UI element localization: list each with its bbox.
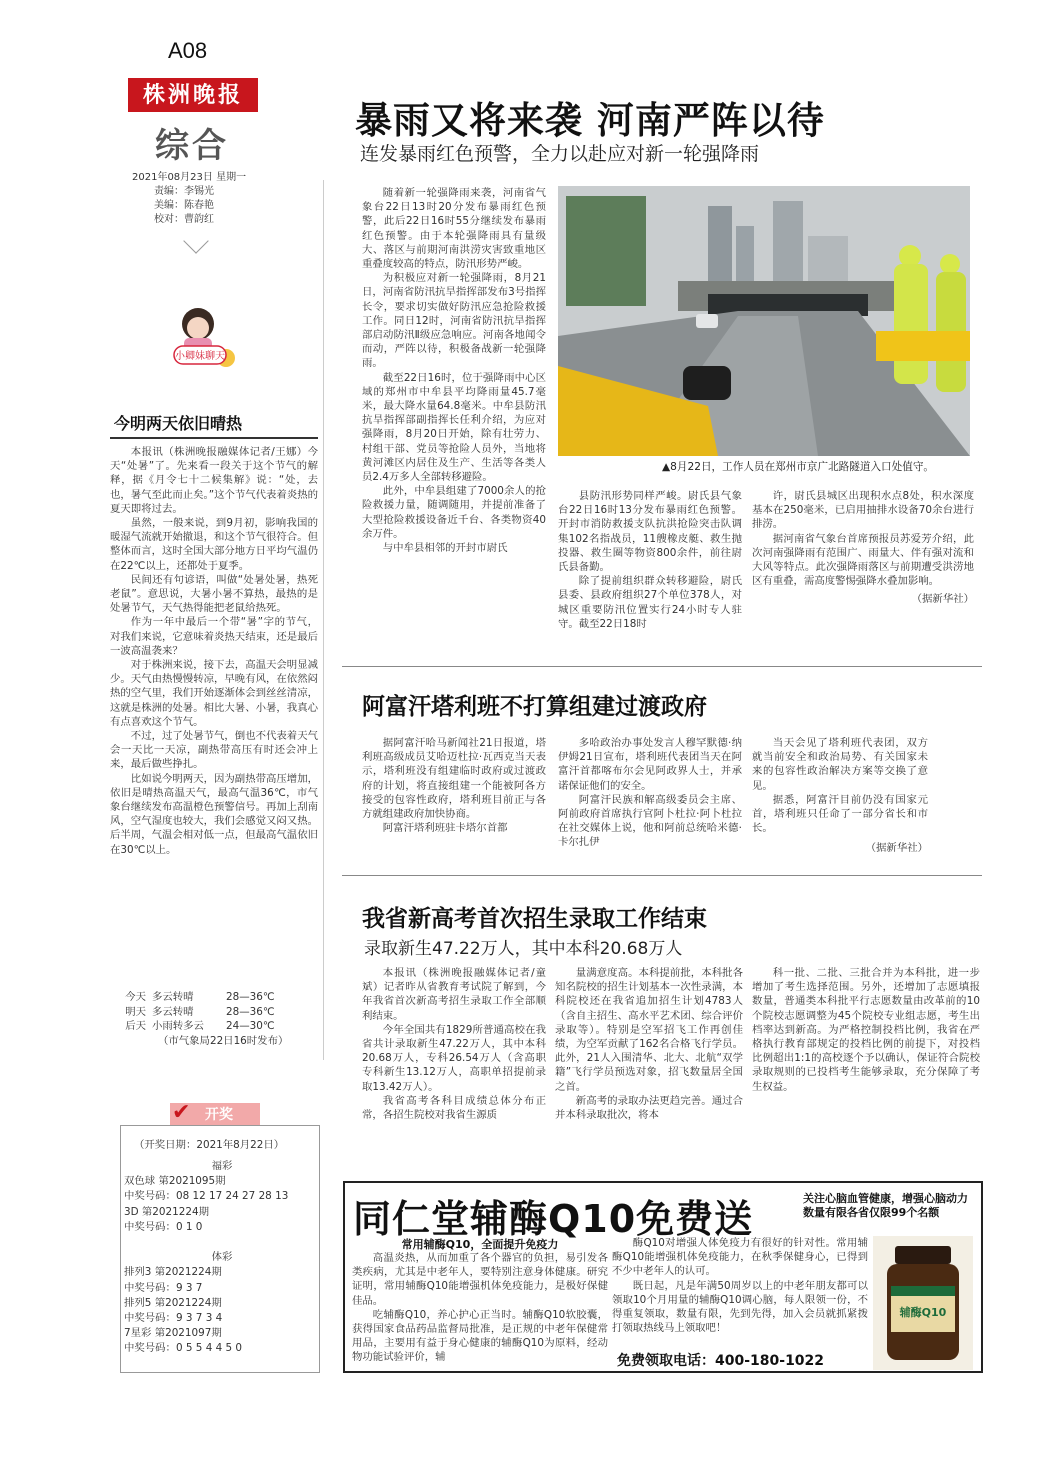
article-paragraph: 本报讯（株洲晚报融媒体记者/王娜）今天“处暑”了。先来看一段关于这个节气的解释，据《月令七十二候集解》说：“处，去也，暑气至此而止矣。”这个节气代表着炎热的夏天即将过去。	[110, 446, 318, 515]
article-column	[752, 489, 974, 607]
article-paragraph: 县防汛形势同样严峻。尉氏县气象台22日16时13分发布暴雨红色预警。开封市消防救援支队抗洪抢险突击队调集102名指战员，11艘橡皮艇、救生抛投器、救生圈等物资800余件，前往尉氏县备勤。	[558, 490, 742, 574]
divider	[110, 437, 318, 439]
article-paragraph: 许，尉氏县城区出现积水点8处，积水深度基本在250毫米，已启用抽排水设备70余台进行排涝。	[752, 490, 974, 531]
lottery-line: 福彩	[211, 1160, 233, 1172]
article-paragraph: 本报讯（株洲晚报融媒体记者/童斌）记者昨从省教育考试院了解到，今年我省首次新高考招生录取工作全部顺利结束。	[362, 967, 546, 1022]
checkmark-icon: ✔	[172, 1100, 191, 1125]
article-paragraph: 虽然，一般来说，到9月初，影响我国的暖湿气流就开始撤退，和这个节气很符合。但整体而言，这时全国大部分地方日平均气温仍在22℃以上，还都处于夏季。	[110, 517, 318, 572]
news-photo	[558, 186, 970, 456]
article-paragraph: 阿富汗民族和解高级委员会主席、阿前政府首席执行官阿卜杜拉·阿卜杜拉在社交媒体上说，他和阿前总统哈米德·卡尔扎伊	[558, 793, 742, 849]
article-column	[555, 966, 743, 1122]
lottery-date: （开奖日期：2021年8月22日）	[134, 1139, 285, 1151]
article-source: （据新华社）	[865, 842, 928, 855]
article-paragraph: 高温炎热，从而加重了各个器官的负担，易引发各类疾病，尤其是中老年人，要特别注意身体健康。研究证明，常用辅酶Q10能增强机体免疫能力，是极好保健佳品。	[352, 1252, 608, 1307]
article-paragraph: 阿富汗塔利班驻卡塔尔首都	[382, 822, 508, 835]
lottery-line: 排列5 第2021224期	[124, 1296, 222, 1309]
issue-date: 2021年08月23日 星期一	[132, 172, 247, 183]
ad-title: 同仁堂辅酶Q10免费送	[353, 1197, 754, 1241]
article-paragraph: 既日起，凡是年满50周岁以上的中老年朋友都可以领取10个月用量的辅酶Q10调心脑，每人限领一份，不得重复领取，数量有限，先到先得，加入会员就抓紧拨打领取热线马上领取吧！	[612, 1279, 868, 1335]
editor-credit: 责编：李锡光	[154, 186, 214, 197]
lottery-line: 排列3 第2021224期	[124, 1266, 222, 1279]
product-bottle-image	[873, 1236, 973, 1370]
article-paragraph: 酶Q10对增强人体免疫力有很好的针对性。常用辅酶Q10能增强机体免疫能力，在秋季保健身心，已得到不少中老年人的认可。	[612, 1237, 868, 1278]
article-subheadline: 连发暴雨红色预警，全力以赴应对新一轮强降雨	[360, 143, 760, 165]
article-column	[362, 186, 546, 555]
forecast-day: 后天	[125, 1020, 146, 1032]
ad-side-note: 关注心脑血管健康，增强心脑动力 数量有限各省仅限99个名额	[803, 1192, 968, 1219]
forecast-source: （市气象局22日16时发布）	[158, 1034, 289, 1047]
forecast-weather: 多云转晴	[152, 1005, 194, 1018]
forecast-row	[110, 1005, 318, 1020]
article-column	[558, 736, 742, 850]
article-paragraph: 今年全国共有1829所普通高校在我省共计录取新生47.22万人，其中本科20.68万人，专科26.54万人（含高职专科新生13.12万人，高职单招提前录取13.42万人）。	[362, 1023, 546, 1093]
forecast-weather: 小雨转多云	[152, 1020, 204, 1032]
ad-phone: 免费领取电话：400-180-1022	[617, 1353, 825, 1369]
weather-article-body	[110, 445, 318, 857]
article-paragraph: 据河南省气象台首席预报员苏爱芳介绍，此次河南强降雨有范围广、雨量大、伴有强对流和大风等特点。此次强降雨落区与前期遭受洪涝地区有重叠，需高度警惕强降水叠加影响。	[752, 532, 974, 588]
article-paragraph: 据悉，阿富汗目前仍没有国家元首，塔利班只任命了一部分省长和市长。	[752, 793, 928, 835]
article-column	[362, 736, 546, 835]
newspaper-logo: 株洲晚报	[128, 78, 258, 112]
ad-column	[612, 1236, 868, 1335]
lottery-badge-label: 开奖	[205, 1107, 233, 1123]
forecast-weather: 多云转晴	[152, 991, 194, 1003]
lottery-line: 中奖号码：0 1 0	[124, 1220, 203, 1233]
article-subheadline: 录取新生47.22万人，其中本科20.68万人	[364, 939, 683, 959]
forecast-temp: 24—30℃	[226, 1020, 275, 1032]
forecast-row	[110, 1019, 318, 1034]
article-paragraph: 此外，中牟县组建了7000余人的抢险救援力量，随调随用，并提前准备了大型抢险救援设备近千台、各类物资40余万件。	[362, 485, 546, 540]
article-column	[752, 736, 928, 856]
weather-forecast	[110, 990, 318, 1048]
lottery-line: 中奖号码：9 3 7	[124, 1281, 203, 1294]
forecast-temp: 28—36℃	[226, 991, 275, 1003]
article-headline: 我省新高考首次招生录取工作结束	[362, 906, 707, 932]
article-paragraph: 随着新一轮强降雨来袭，河南省气象台22日13时20分发布暴雨红色预警，此后22日16时55分继续发布暴雨红色预警。由于本轮强降雨具有量级大、落区与前期河南洪涝灾害致重地区重叠度较高的特点，防汛形势严峻。	[362, 187, 546, 271]
lottery-line: 体彩	[211, 1251, 233, 1264]
lottery-line	[124, 1235, 320, 1250]
article-paragraph: 多哈政治办事处发言人穆罕默德·纳伊姆21日宣布，塔利班代表团当天在阿富汗首都喀布尔会见阿政界人士，并承诺保证他们的安全。	[558, 737, 742, 792]
ad-column	[352, 1251, 608, 1365]
forecast-temp: 28—36℃	[226, 1005, 275, 1018]
column-divider	[323, 180, 324, 1060]
article-source: （据新华社）	[911, 593, 974, 606]
weather-headline: 今明两天依旧晴热	[114, 414, 243, 433]
article-headline: 阿富汗塔利班不打算组建过渡政府	[362, 694, 707, 720]
article-paragraph: 新高考的录取办法更趋完善。通过合并本科录取批次，将本	[555, 1094, 743, 1122]
article-paragraph: 量满意度高。本科提前批，本科批各知名院校的招生计划基本一次性录满，本科院校还在我省追加招生计划4783人（含自主招生、高水平艺术团、综合评价录取等）。特别是空军招飞工作再创佳绩，为空军贡献了162名合格飞行学员。此外，21人入围清华、北大、北航“双学籍”飞行学员预选对象，招飞数量居全国之首。	[555, 967, 743, 1093]
article-headline: 暴雨又将来袭 河南严阵以待	[355, 99, 825, 142]
article-paragraph: 不过，过了处暑节气，倒也不代表着天气会一天比一天凉，副热带高压有时还会冲上来，最后做些挣扎。	[110, 730, 318, 771]
article-paragraph: 据阿富汗哈马新闻社21日报道，塔利班高级成员艾哈迈杜拉·瓦西克当天表示，塔利班没有组建临时政府或过渡政府的计划，将直接组建一个能被阿各方接受的包容性政府，塔利班目前正与各方就组建政府加快协商。	[362, 737, 546, 821]
designer-credit: 美编：陈春艳	[154, 200, 214, 211]
page-number: A08	[168, 38, 208, 63]
article-paragraph: 吃辅酶Q10，养心护心正当时。辅酶Q10软胶囊，获得国家食品药品监督局批准，是正规的中老年保健常用品，主要用有益于身心健康的辅酶Q10为原料，经动物功能试验评价，辅	[352, 1308, 608, 1364]
forecast-row	[110, 990, 318, 1005]
photo-caption: ▲8月22日，工作人员在郑州市京广北路隧道入口处值守。	[662, 461, 935, 473]
issue-meta	[132, 171, 246, 227]
lottery-line: 中奖号码：0 5 5 4 4 5 0	[124, 1342, 243, 1355]
section-name: 综合	[155, 126, 229, 166]
lottery-line: 中奖号码：9 3 7 3 4	[124, 1312, 223, 1325]
article-paragraph: 科一批、二批、三批合并为本科批，进一步增加了考生选择范围。另外，还增加了志愿填报数量，普通类本科批平行志愿数量由改革前的10个院校志愿调整为45个院校专业组志愿，考生出档率达到新高。为严格控制投档比例，我省在严格执行教育部规定的投档比例的前提下，对投档比例超出1:1的高校逐个予以确认，保证符合院校录取规则的已投档考生能够录取，充分保障了考生权益。	[752, 967, 980, 1093]
article-paragraph: 除了提前组织群众转移避险，尉氏县委、县政府组织27个单位378人，对城区重要防汛位置实行24小时专人驻守。截至22日18时	[558, 575, 742, 630]
article-paragraph: 为积极应对新一轮强降雨，8月21日，河南省防汛抗旱指挥部发布3号指挥长令，要求切实做好防汛应急抢险救援工作。同日12时，河南省防汛抗旱指挥部启动防汛Ⅱ级应急响应。河南各地闻令而动，严阵以待，积极备战新一轮强降雨。	[362, 272, 546, 370]
article-column	[558, 489, 742, 631]
lottery-line: 中奖号码：08 12 17 24 27 28 13	[124, 1190, 289, 1203]
forecast-day: 明天	[125, 1005, 146, 1018]
article-paragraph: 作为一年中最后一个带“暑”字的节气，对我们来说，它意味着炎热天结束，还是最后一波高温袭来？	[110, 616, 318, 657]
article-paragraph: 民间还有句谚语，叫做“处暑处暑，热死老鼠”。意思说，大暑小暑不算热，最热的是处暑节气，天气热得能把老鼠给热死。	[110, 573, 318, 615]
article-paragraph: 当天会见了塔利班代表团，双方就当前安全和政治局势、有关国家未来的包容性政治解决方案等交换了意见。	[752, 737, 928, 792]
ad-tagline: 常用辅酶Q10，全面提升免疫力	[401, 1238, 559, 1251]
lottery-line: 7星彩 第2021097期	[124, 1327, 222, 1340]
divider	[342, 666, 982, 667]
article-column	[362, 966, 546, 1122]
avatar-label: 小卿妹聊天	[175, 351, 225, 362]
article-paragraph: 截至22日16时，位于强降雨中心区域的郑州市中牟县平均降雨量45.7毫米，最大降水量64.8毫米。中牟县防汛抗旱指挥部副指挥长任利介绍，为应对强降雨，8月20日开始，除有壮劳力、村组干部、党员等抢险人员外，当地将黄河滩区内居住及生产、生活等各类人员2.4万多人全部转移避险。	[362, 371, 546, 484]
columnist-avatar	[170, 300, 238, 380]
forecast-day: 今天	[125, 991, 146, 1003]
chevron-down-icon	[183, 228, 208, 253]
lottery-results	[124, 1159, 320, 1357]
lottery-line: 双色球 第2021095期	[124, 1175, 226, 1188]
article-paragraph: 对于株洲来说，接下去，高温天会明显减少。天气由热慢慢转凉，早晚有风，在依然闷热的空气里，我们开始逐渐体会到丝丝清凉，这就是株洲的处暑。相比大暑、小暑，我真心有点喜欢这个节气。	[110, 659, 318, 728]
proofreader-credit: 校对：曹韵红	[154, 214, 214, 225]
article-paragraph: 比如说今明两天，因为副热带高压增加，依旧是晴热高温天气，最高气温36℃，市气象台继续发布高温橙色预警信号。再加上刮南风，空气湿度也较大，我们会感觉又闷又热。后半周，气温会相对低一点，但最高气温依旧在30℃以上。	[110, 772, 318, 856]
article-column	[752, 966, 980, 1094]
article-paragraph: 我省高考各科目成绩总体分布正常，各招生院校对我省生源质	[362, 1094, 546, 1122]
article-paragraph: 与中牟县相邻的开封市尉氏	[382, 542, 508, 555]
lottery-line: 3D 第2021224期	[124, 1205, 209, 1218]
product-label: 辅酶Q10	[899, 1306, 947, 1319]
divider	[342, 875, 982, 876]
